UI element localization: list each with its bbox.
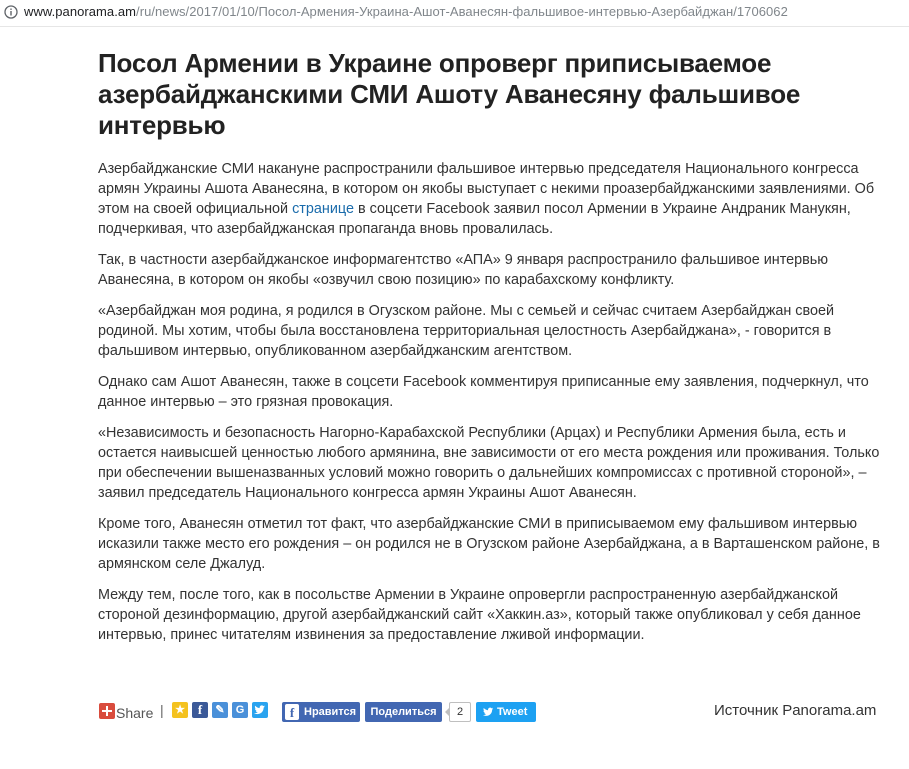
facebook-like-button[interactable] [282,702,360,722]
facebook-icon[interactable]: f [192,702,208,718]
paragraph-7: Между тем, после того, как в посольстве Армении в Украине опровергли распространенную азербайджанской стороной дезинформацию, другой азербайджанский сайт «Хаккин.аз», который также опубликовал у себя данное интервью, принес читателям извинения за предоставление лживой информации. [98,587,861,643]
article-body [98,159,893,645]
google-icon[interactable]: G [232,702,248,718]
tweet-button[interactable] [476,702,536,722]
url-text[interactable] [24,4,788,19]
paragraph-5: «Независимость и безопасность Нагорно-Карабахской Республики (Арцах) и Республики Армения была, есть и остается наивысшей ценностью любого армянина, вне зависимости от его места рождения или проживания. Только при обеспечении вышеназванных условий можно говорить о дальнейших компромиссах с противной стороной», – заявил председатель Национального конгресса армян Украины Ашот Аванесян. [98,425,880,501]
facebook-page-link[interactable]: странице [292,201,354,217]
pencil-icon[interactable]: ✎ [212,702,228,718]
facebook-like-label: Нравится [304,706,357,718]
share-bar [98,702,898,724]
paragraph-1 [98,159,893,239]
share-label[interactable]: Share [116,705,154,721]
share-separator: | [160,702,164,718]
twitter-bird-icon [252,702,268,718]
facebook-share-button[interactable]: Поделиться [365,702,442,722]
twitter-icon[interactable] [252,702,268,718]
twitter-bird-icon [482,706,494,718]
source-credit: Источник Panorama.am [714,702,877,719]
article [98,48,893,656]
paragraph-4: Однако сам Ашот Аванесян, также в соцсети Facebook комментируя приписанные ему заявления, подчеркнул, что данное интервью – это грязная провокация. [98,374,869,410]
facebook-logo-icon: f [285,704,299,720]
paragraph-1-text-b: в соцсети Facebook заявил посол Армении в Украине Андраник Манукян, подчеркивая, что азербайджанская пропаганда вновь провалилась. [98,201,851,237]
url-path: /ru/news/2017/01/10/Посол-Армения-Украина-Ашот-Аванесян-фальшивое-интервью-Азербайджан/1706062 [136,4,788,19]
tweet-label: Tweet [497,706,528,718]
star-icon[interactable]: ★ [172,702,188,718]
share-plus-icon[interactable] [99,703,115,719]
share-count: 2 [449,702,471,722]
info-icon[interactable] [4,5,18,19]
paragraph-3: «Азербайджан моя родина, я родился в Огузском районе. Мы с семьей и сейчас считаем Азербайджан своей родиной. Мы хотим, чтобы была восстановлена территориальная целостность Азербайджана», - говорится в фальшивом интервью, опубликованном азербайджанским агентством. [98,303,835,359]
article-title: Посол Армении в Украине опроверг приписываемое азербайджанскими СМИ Ашоту Аванесяну фальшивое интервью [98,48,801,140]
address-bar[interactable] [0,0,909,27]
paragraph-2: Так, в частности азербайджанское информагентство «АПА» 9 января распространило фальшивое интервью Аванесяна, в котором он якобы «озвучил свою позицию» по карабахскому конфликту. [98,252,829,288]
url-host: www.panorama.am [24,4,137,19]
paragraph-1-text-a: Азербайджанские СМИ накануне распространили фальшивое интервью председателя Национального конгресса армян Украины Ашота Аванесяна, в котором он якобы выступает с некими проазербайджанскими заявлениями. Об этом на своей официальной [98,161,875,217]
paragraph-6: Кроме того, Аванесян отметил тот факт, что азербайджанские СМИ в приписываемом ему фальшивом интервью исказили также место его рождения – он родился не в Огузском районе Азербайджана, а в Варташенском районе, в армянском селе Джалуд. [98,516,880,572]
